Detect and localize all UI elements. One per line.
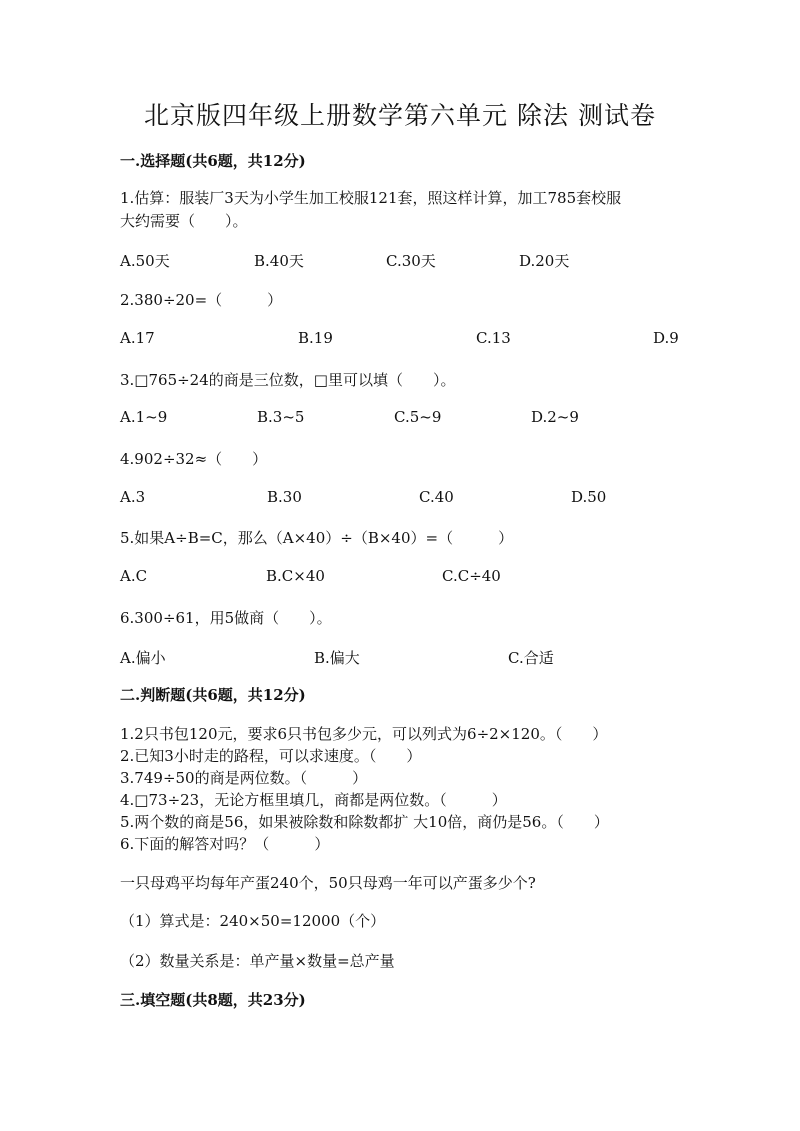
judgement-item-1: 1.2只书包120元，要求6只书包多少元，可以列式为6÷2×120。（ ）	[120, 725, 608, 743]
question-4-stem: 4.902÷32≈（ ）	[120, 450, 268, 468]
question-6-option-c: C.合适	[508, 649, 554, 667]
question-6-option-a: A.偏小	[120, 649, 166, 667]
question-5-option-a: A.C	[120, 567, 148, 585]
question-3-option-a: A.1~9	[120, 408, 168, 426]
question-2-option-a: A.17	[120, 329, 155, 347]
question-5-option-b: B.C×40	[266, 567, 325, 585]
question-2-option-c: C.13	[476, 329, 511, 347]
question-3-stem: 3.□765÷24的商是三位数，□里可以填（ ）。	[120, 371, 456, 389]
question-4-option-b: B.30	[267, 488, 302, 506]
section-heading-fill-blank: 三.填空题(共8题，共23分)	[120, 991, 306, 1009]
question-5-stem: 5.如果A÷B=C，那么（A×40）÷（B×40）=（ ）	[120, 529, 514, 547]
section-heading-judgement: 二.判断题(共6题，共12分)	[120, 686, 306, 704]
question-3-option-c: C.5~9	[394, 408, 442, 426]
question-2-option-b: B.19	[298, 329, 333, 347]
question-4-option-c: C.40	[419, 488, 454, 506]
question-1-option-c: C.30天	[386, 252, 436, 270]
judgement-item-4: 4.□73÷23，无论方框里填几，商都是两位数。（ ）	[120, 791, 507, 809]
question-3-option-b: B.3~5	[257, 408, 305, 426]
question-3-option-d: D.2~9	[531, 408, 579, 426]
judgement-item-6: 6.下面的解答对吗？（ ）	[120, 835, 330, 853]
question-1-stem-line1: 1.估算：服装厂3天为小学生加工校服121套，照这样计算，加工785套校服	[120, 189, 622, 207]
question-1-option-b: B.40天	[254, 252, 304, 270]
question-5-option-c: C.C÷40	[442, 567, 501, 585]
question-1-stem-line2: 大约需要（ ）。	[120, 212, 248, 230]
section-heading-choice: 一.选择题(共6题，共12分)	[120, 152, 306, 170]
judgement-answer-1: （1）算式是：240×50=12000（个）	[120, 912, 386, 930]
question-4-option-a: A.3	[120, 488, 146, 506]
question-1-option-a: A.50天	[120, 252, 170, 270]
question-2-stem: 2.380÷20=（ ）	[120, 291, 283, 309]
judgement-answer-2: （2）数量关系是：单产量×数量=总产量	[120, 952, 395, 970]
question-6-stem: 6.300÷61，用5做商（ ）。	[120, 609, 332, 627]
question-6-option-b: B.偏大	[314, 649, 360, 667]
question-1-option-d: D.20天	[519, 252, 570, 270]
judgement-item-5: 5.两个数的商是56，如果被除数和除数都扩 大10倍，商仍是56。（ ）	[120, 813, 609, 831]
judgement-item-3: 3.749÷50的商是两位数。（ ）	[120, 769, 368, 787]
question-2-option-d: D.9	[653, 329, 679, 347]
question-4-option-d: D.50	[571, 488, 607, 506]
judgement-item-2: 2.已知3小时走的路程，可以求速度。（ ）	[120, 747, 422, 765]
page-title: 北京版四年级上册数学第六单元 除法 测试卷	[144, 101, 656, 130]
judgement-problem: 一只母鸡平均每年产蛋240个，50只母鸡一年可以产蛋多少个?	[120, 874, 536, 892]
